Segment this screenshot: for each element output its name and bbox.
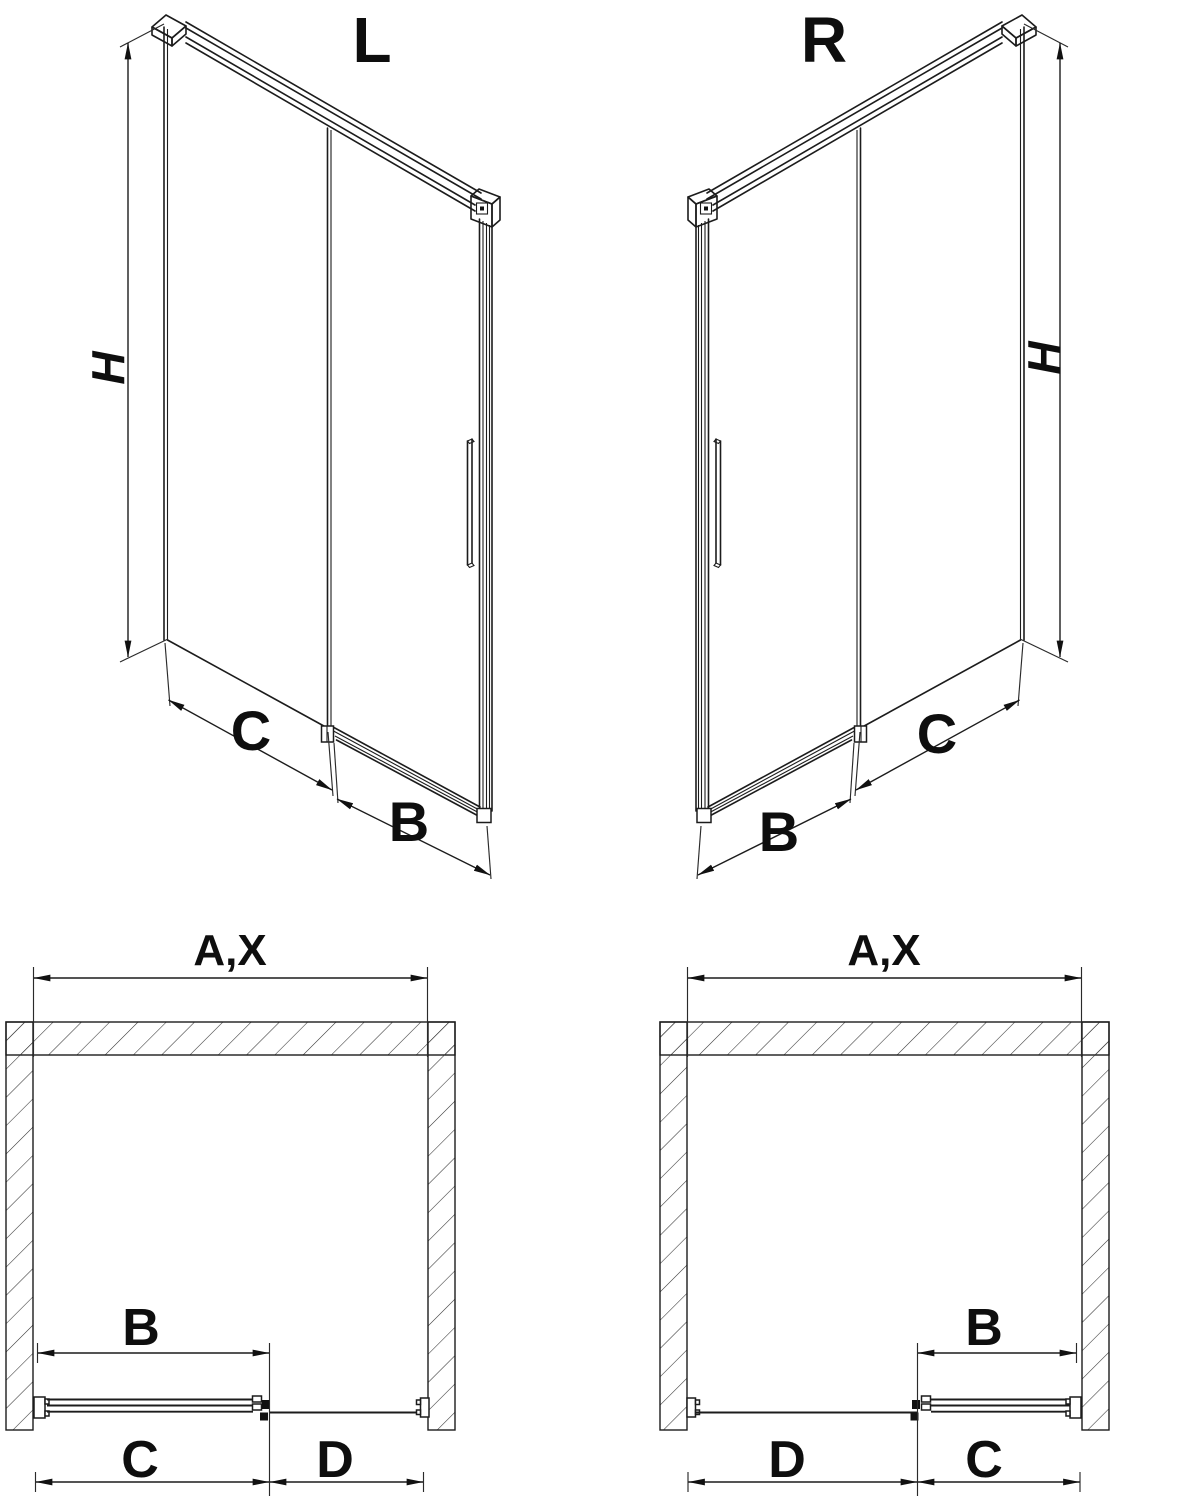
- dim-label-b-iso-right: B: [758, 800, 800, 863]
- iso-view-right: [688, 4, 1070, 879]
- dim-label-height-right: H: [1018, 341, 1070, 375]
- door-assembly-plan: [34, 1396, 429, 1421]
- walls-hatched: [6, 1022, 455, 1430]
- dimension-d: [688, 1431, 917, 1492]
- variant-label-left: L: [352, 4, 392, 76]
- dim-label-d-plan-left: D: [316, 1431, 354, 1489]
- dim-label-d-plan-right: D: [768, 1431, 806, 1489]
- dim-label-c-plan-left: C: [121, 1431, 159, 1489]
- dim-label-b-plan-left: B: [122, 1299, 160, 1357]
- iso-view-left: [82, 4, 500, 879]
- plan-view-right: [660, 926, 1109, 1496]
- variant-label-right: R: [800, 4, 848, 76]
- plan-view-left: [6, 926, 455, 1496]
- dim-label-c-iso-right: C: [916, 702, 958, 765]
- dim-label-c-plan-right: C: [965, 1431, 1003, 1489]
- iso-left-geometry: [120, 15, 500, 879]
- dimension-c: [36, 1431, 270, 1492]
- dim-label-b-iso-left: B: [388, 790, 430, 853]
- walls-hatched: [660, 1022, 1109, 1430]
- dimension-c: [918, 1431, 1080, 1492]
- dim-label-ax-left: A,X: [193, 926, 267, 975]
- iso-right-geometry: [688, 15, 1068, 879]
- dimension-d: [270, 1431, 424, 1492]
- door-assembly-plan: [687, 1396, 1081, 1421]
- dim-label-ax-right: A,X: [847, 926, 921, 975]
- dim-label-c-iso-left: C: [230, 699, 272, 762]
- dim-label-b-plan-right: B: [965, 1299, 1003, 1357]
- dim-label-height-left: H: [82, 351, 134, 385]
